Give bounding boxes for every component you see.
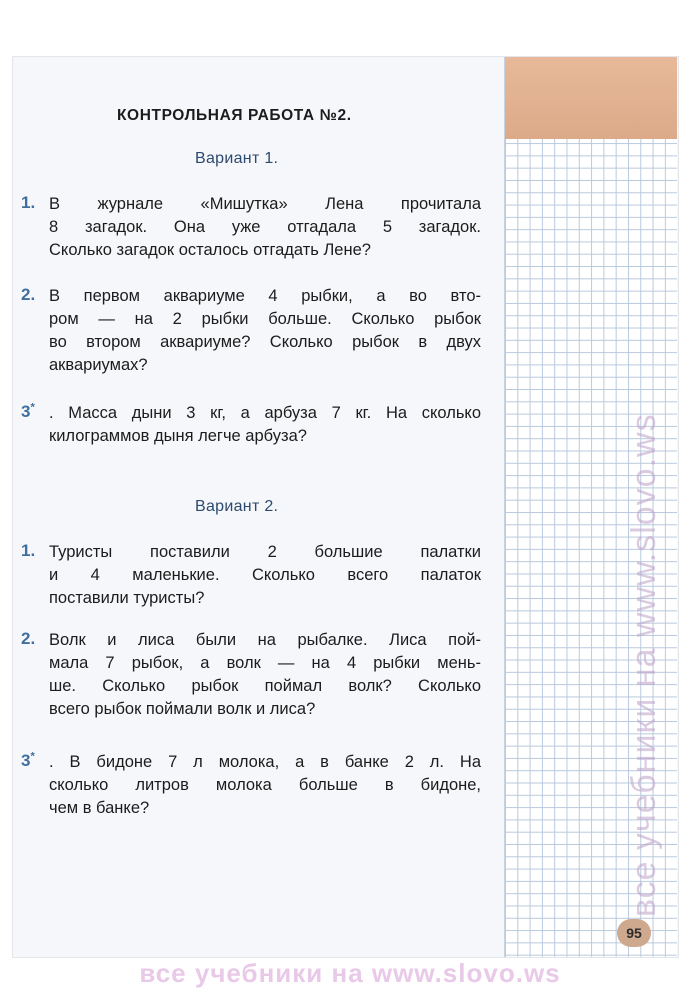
task-number: 3*: [21, 750, 35, 770]
task-line: 8 загадок. Она уже отгадала 5 загадок.: [49, 218, 481, 236]
variant-1-heading: Вариант 1.: [195, 150, 279, 167]
task-line: ром — на 2 рыбки больше. Сколько рыбок: [49, 310, 481, 328]
v1-task-3: [21, 402, 481, 448]
footer-watermark: все учебники на www.slovo.ws: [139, 958, 561, 988]
task-line: аквариумах?: [49, 356, 148, 374]
task-line: Сколько загадок осталось отгадать Лене?: [49, 241, 371, 259]
workbook-page: [12, 56, 679, 958]
task-line: В первом аквариуме 4 рыбки, а во вто-: [49, 287, 481, 305]
task-line: мала 7 рыбок, а волк — на 4 рыбки мень-: [49, 654, 481, 672]
graph-paper-margin: [504, 57, 677, 957]
task-line: всего рыбок поймали волк и лиса?: [49, 700, 316, 718]
v2-task-1: [21, 541, 481, 610]
page-title: КОНТРОЛЬНАЯ РАБОТА №2.: [117, 107, 352, 124]
v2-task-3: [21, 751, 481, 820]
text-column: [13, 57, 503, 957]
task-line: Туристы поставили 2 большие палатки: [49, 543, 481, 561]
task-line: килограммов дыня легче арбуза?: [49, 427, 307, 445]
task-line: во втором аквариуме? Сколько рыбок в двух: [49, 333, 481, 351]
task-line: . Масса дыни 3 кг, а арбуза 7 кг. На сколько: [49, 404, 481, 422]
v1-task-2: [21, 285, 481, 377]
task-line: поставили туристы?: [49, 589, 205, 607]
task-number: 3*: [21, 401, 35, 421]
vertical-watermark: все учебники на www.slovo.ws: [625, 413, 663, 917]
page-number-badge: 95: [617, 919, 651, 947]
variant-2-heading: Вариант 2.: [195, 498, 279, 515]
tan-header-block: [505, 57, 677, 139]
v2-task-2: [21, 629, 481, 721]
task-line: ше. Сколько рыбок поймал волк? Сколько: [49, 677, 481, 695]
task-line: В журнале «Мишутка» Лена прочитала: [49, 195, 481, 213]
task-number: 2.: [21, 285, 36, 304]
task-line: чем в банке?: [49, 799, 150, 817]
task-line: сколько литров молока больше в бидоне,: [49, 776, 481, 794]
task-line: Волк и лиса были на рыбалке. Лиса пой-: [49, 631, 481, 649]
task-line: . В бидоне 7 л молока, а в банке 2 л. На: [49, 753, 481, 771]
v1-task-1: [21, 193, 481, 262]
task-number: 1.: [21, 193, 36, 212]
task-number: 1.: [21, 541, 36, 560]
task-number: 2.: [21, 629, 36, 648]
task-line: и 4 маленькие. Сколько всего палаток: [49, 566, 481, 584]
